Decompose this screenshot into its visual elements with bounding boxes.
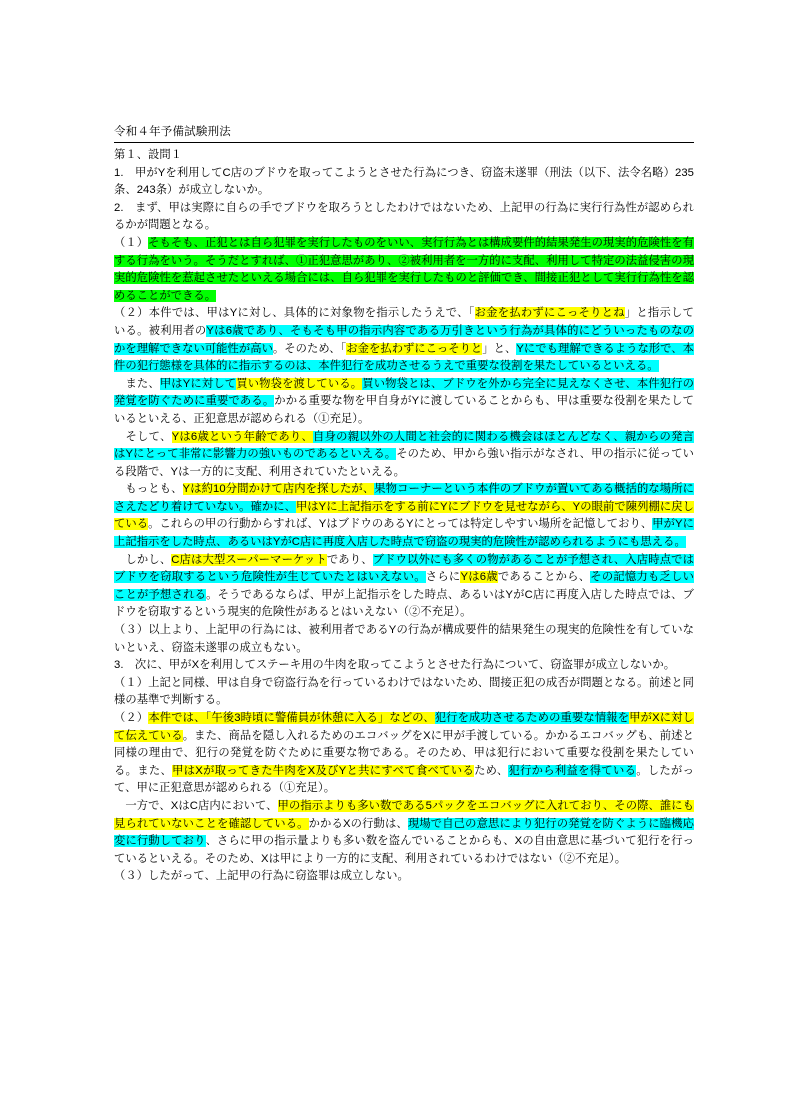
text-run: 」と、 [482, 342, 517, 355]
highlight-cyan: 犯行から利益を得ている [508, 764, 637, 777]
highlight-yellow: 本件では、「午後3時頃に警備員が休憩に入る」などの、 [148, 712, 435, 724]
document-paragraph [114, 429, 694, 482]
highlight-yellow: お金を払わずにこっそりとね [474, 307, 625, 320]
highlight-cyan: 甲がYに上記指示をした時点、あるいはYがC店に再度入店した時点で窃盗の現実的危険性が認められるようにも思える。 [114, 518, 694, 549]
text-run: 。そうであるならば、甲が上記指示をした時点、あるいはYがC店に再度入店した時点では、ブドウを窃取するという現実的危険性があるとはいえない（②不充足）。 [114, 588, 694, 619]
highlight-yellow: C店は大型スーパーマーケット [171, 553, 327, 566]
document-body [114, 147, 694, 886]
text-run: （１）上記と同様、甲は自身で窃盗行為を行っているわけではないため、間接正犯の成否が問題となる。前述と同様の基準で判断する。 [114, 676, 694, 707]
text-run: 。したがって、甲に正犯意思が認められる（①充足）。 [114, 764, 694, 795]
document-paragraph [114, 376, 694, 429]
text-run: そのため、甲から強い指示がなされ、甲の指示に従っている段階で、Yは一方的に支配、利用されていたといえる。 [114, 448, 694, 478]
text-run: 」と指示している。被利用者の [114, 307, 694, 337]
text-run: 2. まず、甲は実際に自らの手でブドウを取ろうとしたわけではないため、上記甲の行為に実行行為性が認められるかが問題となる。 [114, 201, 694, 232]
text-run: かかる重要な物を甲自身がYに渡していることからも、甲は重要な役割を果たしているといえる、正犯意思が認められる（①充足）。 [114, 395, 695, 425]
text-run: かかるXの行動は、 [308, 817, 408, 830]
text-run: 、さらに甲の指示量よりも多い数を盗んでいることからも、Xの自由意思に基づいて犯行を行っているといえる。そのため、Xは甲により一方的に支配、利用されているわけではない（②不充足）。 [114, 835, 694, 865]
highlight-cyan: Yにでも理解できるような形で、本件の犯行態様を具体的に指示するのは、本件犯行を成功させるうえで重要な役割を果たしているといえる。 [114, 342, 694, 373]
document-title: 令和４年予備試験刑法 [114, 126, 231, 138]
text-run: 1. 甲がYを利用してC店のブドウを取ってこようとさせた行為につき、窃盗未遂罪（刑法（以下、法令名略）235条、243条）が成立しないか。 [114, 166, 694, 197]
text-run: （３）以上より、上記甲の行為には、被利用者であるYの行為が構成要件的結果発生の現実的危険性を有していないといえ、窃盗未遂罪の成立もない。 [114, 624, 694, 654]
highlight-cyan: 買い物袋とは、ブドウを外から完全に見えなくさせ、本件犯行の発覚を防ぐために重要である。 [114, 377, 694, 408]
highlight-cyan: 甲はYに対して [159, 377, 237, 390]
highlight-cyan: 現場で自己の意思により犯行の発覚を防ぐように臨機応変に行動しており [114, 817, 694, 848]
highlight-cyan: 犯行を成功させるための重要な情報を [434, 712, 630, 724]
text-run: さらに [425, 571, 461, 584]
text-run: そして、 [114, 430, 172, 443]
document-paragraph [114, 552, 694, 622]
highlight-cyan: ブドウ以外にも多くの物があることが予想され、入店時点ではブドウを窃取するという危険性が生じていたとはいえない。 [114, 553, 694, 584]
document-paragraph [114, 481, 694, 551]
section-heading: 第１、設問１ [114, 149, 183, 161]
text-run: であることから、 [497, 571, 591, 584]
highlight-yellow: 甲がXに対して伝えている [114, 712, 694, 742]
document-paragraph [114, 798, 694, 868]
highlight-cyan: Yは6歳であり、そもそも甲の指示内容である万引きという行為が具体的にどういったものなのかを理解できない可能性が高い [114, 324, 694, 355]
document-paragraph [114, 165, 694, 200]
highlight-cyan: その記憶力も乏しいことが予想される [114, 571, 694, 601]
highlight-yellow: 買い物袋を渡している。 [236, 377, 363, 390]
document-paragraph [114, 200, 694, 235]
text-run: （３）したがって、上記甲の行為に窃盗罪は成立しない。 [114, 870, 409, 883]
document-paragraph [114, 235, 694, 305]
highlight-yellow: 甲はXが取ってきた牛肉をX及びYと共にすべて食べている [172, 764, 475, 777]
document-paragraph [114, 657, 694, 675]
document-paragraph [114, 710, 694, 798]
paragraph-container [114, 165, 694, 886]
text-run: 3. 次に、甲がXを利用してステーキ用の牛肉を取ってこようとさせた行為について、窃盗罪が成立しないか。 [114, 659, 676, 672]
document-paragraph [114, 675, 694, 710]
highlight-yellow: Yは約10分間かけて店内を探したが、 [182, 483, 375, 496]
highlight-yellow: お金を払わずにこっそりと [346, 342, 483, 355]
text-run: 。そのため、「 [272, 342, 347, 355]
text-run: 。また、商品を隠し入れるためのエコバッグをXに甲が手渡している。かかるエコバッグも、前述と同様の理由で、犯行の発覚を防ぐために重要な物である。そのため、甲は犯行において重要な役割を果たしている。また、 [114, 729, 694, 777]
highlight-yellow: Yは6歳 [460, 571, 498, 584]
highlight-cyan: 自身の親以外の人間と社会的に関わる機会はほとんどなく、親からの発言はYにとって非常に影響力の強いものであるといえる。 [114, 430, 694, 461]
highlight-yellow: Yは6歳という年齢であり、 [171, 430, 314, 443]
highlight-cyan: 果物コーナーという本件のブドウが置いてある概括的な場所にさえたどり着けていない。確かに、 [114, 483, 694, 513]
title-divider [114, 142, 694, 143]
document-paragraph [114, 305, 694, 375]
text-run: 。これらの甲の行動からすれば、YはブドウのあるYにとっては特定しやすい場所を記憶しており、 [148, 518, 653, 531]
text-run: （１） [114, 236, 149, 249]
text-run: もっとも、 [114, 483, 183, 496]
text-run: であり、 [326, 553, 373, 566]
document-paragraph [114, 622, 694, 657]
text-run: （２） [114, 712, 149, 724]
highlight-yellow: 甲はYに上記指示をする前にYにブドウを見せながら、Yの眼前で陳列棚に戻している [114, 500, 694, 531]
highlight-yellow: 甲の指示よりも多い数である5パックをエコバッグに入れており、その際、誰にも見られていないことを確認している。 [114, 799, 695, 830]
document-paragraph [114, 868, 694, 886]
text-run: 一方で、XはC店内において、 [114, 799, 278, 812]
text-run: しかし、 [114, 553, 172, 566]
text-run: ため、 [474, 764, 509, 777]
highlight-green: そもそも、正犯とは自ら犯罪を実行したものをいい、実行行為とは構成要件的結果発生の現実的危険性を有する行為をいう。そうだとすれば、①正犯意思があり、②被利用者を一方的に支配、利用して特定の法益侵害の現実的危険性を惹起させたといえる場合には、自ら犯罪を実行したものと評価でき、間接正犯として実行行為性を認めることができる。 [114, 236, 694, 302]
text-run: （２）本件では、甲はYに対し、具体的に対象物を指示したうえで、「 [114, 307, 475, 320]
text-run: また、 [114, 377, 160, 390]
